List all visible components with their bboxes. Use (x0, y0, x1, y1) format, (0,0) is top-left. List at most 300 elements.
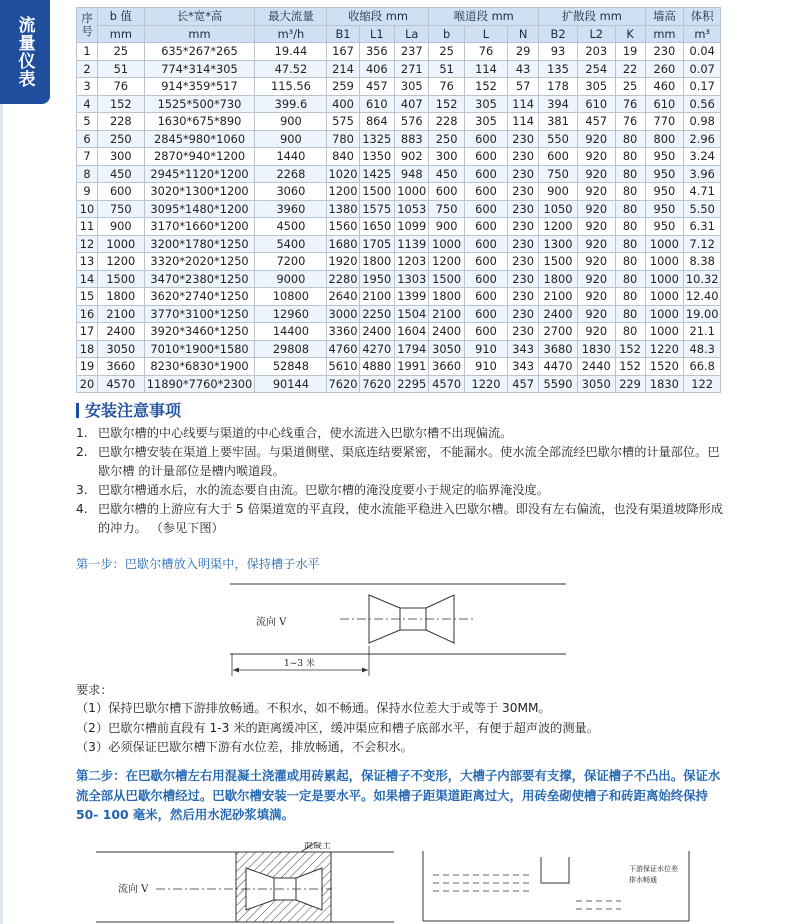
table-cell: 10800 (255, 288, 327, 306)
table-cell: 840 (327, 148, 359, 166)
table-cell: 11 (77, 218, 98, 236)
table-cell: 1203 (395, 253, 429, 271)
table-cell: 2870*940*1200 (144, 148, 255, 166)
table-cell: 910 (464, 358, 507, 376)
table-row (77, 200, 721, 218)
table-row (77, 235, 721, 253)
table-cell: 4 (77, 95, 98, 113)
table-cell: 1220 (464, 375, 507, 393)
table-cell: 2100 (429, 305, 464, 323)
table-cell: 1000 (645, 270, 684, 288)
table-cell: 635*267*265 (144, 43, 255, 61)
table-cell: 2845*980*1060 (144, 130, 255, 148)
subheader-l1: L1 (359, 25, 394, 43)
table-cell: 0.56 (684, 95, 721, 113)
table-cell: 1800 (539, 270, 578, 288)
step2-concrete-diagram (96, 842, 396, 924)
table-cell: 400 (327, 95, 359, 113)
table-cell: 1000 (645, 288, 684, 306)
table-cell: 1325 (359, 130, 394, 148)
table-cell: 3 (77, 78, 98, 96)
table-cell: 237 (395, 43, 429, 61)
table-row (77, 148, 721, 166)
table-cell: 1300 (539, 235, 578, 253)
table-cell: 1200 (328, 184, 358, 199)
requirements-title: 要求： (76, 683, 113, 697)
table-cell: 9000 (255, 270, 327, 288)
table-cell: 250 (98, 130, 145, 148)
install-note: 2. 巴歇尔槽安装在渠道上要牢固。与渠道侧壁、渠底连结要紧密，不能漏水。使水流全部流经巴歇尔槽的计量部位。巴歇尔槽 的计量部位是槽内喉道段。 (76, 445, 720, 478)
table-cell: 10 (77, 200, 98, 218)
table-cell: 1500 (359, 183, 394, 201)
table-cell: 80 (615, 270, 645, 288)
table-cell: 114 (508, 95, 539, 113)
table-cell: 0.07 (684, 60, 721, 78)
table-cell: 3020*1300*1200 (144, 183, 255, 201)
table-row (77, 218, 721, 236)
table-cell: 203 (577, 43, 615, 61)
table-cell: 950 (645, 148, 684, 166)
table-cell: 135 (539, 60, 578, 78)
table-row (77, 43, 721, 61)
table-cell: 229 (615, 375, 645, 393)
table-cell: 122 (684, 375, 721, 393)
table-cell: 230 (508, 305, 539, 323)
table-cell: 5610 (328, 359, 358, 374)
table-cell: 2400 (539, 305, 578, 323)
table-cell: 21.1 (684, 323, 721, 341)
table-cell: 920 (577, 200, 615, 218)
table-cell: 230 (645, 43, 684, 61)
table-cell: 914*359*517 (144, 78, 255, 96)
table-cell: 1520 (645, 358, 684, 376)
table-cell: 1650 (359, 218, 394, 236)
table-cell: 0.98 (684, 113, 721, 131)
table-cell: 230 (508, 200, 539, 218)
table-cell: 1440 (255, 148, 327, 166)
table-cell: 271 (395, 60, 429, 78)
table-cell: 80 (615, 183, 645, 201)
table-cell: 920 (577, 305, 615, 323)
table-cell: 3200*1780*1250 (144, 235, 255, 253)
subheader-n: N (508, 25, 539, 43)
table-cell: 305 (464, 95, 507, 113)
table-cell: 152 (464, 78, 507, 96)
table-cell: 1053 (395, 200, 429, 218)
table-cell: 1399 (395, 288, 429, 306)
table-cell: 230 (508, 270, 539, 288)
table-cell: 381 (539, 113, 578, 131)
table-cell: 2700 (539, 323, 578, 341)
table-cell: 4880 (359, 358, 394, 376)
table-row (77, 183, 721, 201)
step1-flow-label: 流向 V (256, 617, 287, 628)
table-cell: 2250 (359, 305, 394, 323)
table-cell: 12 (77, 235, 98, 253)
table-cell: 1575 (359, 200, 394, 218)
table-cell: 19 (77, 358, 98, 376)
table-cell: 1000 (645, 323, 684, 341)
table-cell: 3660 (98, 358, 145, 376)
subheader-b: b (429, 25, 464, 43)
header-flow: 最大流量 (255, 8, 327, 26)
table-cell: 600 (464, 165, 507, 183)
table-cell: 1504 (395, 305, 429, 323)
table-cell: 66.8 (684, 358, 721, 376)
title-accent-bar (76, 403, 79, 418)
table-cell: 7620 (328, 376, 358, 391)
table-cell: 750 (539, 165, 578, 183)
table-cell: 47.52 (255, 60, 327, 78)
table-cell: 750 (98, 200, 145, 218)
header-dims: 长*宽*高 (144, 8, 255, 26)
install-note: 3. 巴歇尔槽通水后，水的流态要自由流。巴歇尔槽的淹没度要小于规定的临界淹没度。 (76, 483, 549, 497)
table-cell: 900 (255, 113, 327, 131)
table-cell: 1380 (328, 201, 358, 216)
table-cell: 19.44 (255, 43, 327, 61)
table-cell: 76 (429, 78, 464, 96)
table-cell: 610 (577, 95, 615, 113)
table-cell: 4.71 (684, 183, 721, 201)
subheader-k: K (615, 25, 645, 43)
table-cell: 9 (77, 183, 98, 201)
table-cell: 900 (98, 218, 145, 236)
table-cell: 259 (327, 78, 359, 96)
header-throat: 喉道段 mm (429, 8, 539, 26)
table-cell: 460 (645, 78, 684, 96)
table-cell: 3050 (577, 375, 615, 393)
table-cell: 450 (429, 165, 464, 183)
table-cell: 600 (464, 253, 507, 271)
table-cell: 1950 (359, 270, 394, 288)
table-cell: 920 (577, 165, 615, 183)
table-cell: 80 (615, 288, 645, 306)
table-cell: 230 (508, 323, 539, 341)
table-cell: 3660 (429, 358, 464, 376)
table-cell: 228 (429, 113, 464, 131)
downstream-label-1: 下游保证水位差 (629, 865, 678, 873)
header-diverging: 扩散段 mm (539, 8, 645, 26)
table-cell: 14 (77, 270, 98, 288)
table-cell: 900 (255, 130, 327, 148)
requirement-item: （3）必须保证巴歇尔槽下游有水位差，排放畅通，不会积水。 (76, 740, 413, 754)
table-cell: 1303 (395, 270, 429, 288)
downstream-label-2: 排水畅通 (629, 876, 657, 884)
subheader-b1: B1 (327, 25, 359, 43)
table-cell: 1000 (429, 235, 464, 253)
table-cell: 25 (98, 43, 145, 61)
table-cell: 15 (77, 288, 98, 306)
subheader-l: L (464, 25, 507, 43)
table-cell: 228 (98, 113, 145, 131)
table-cell: 2400 (98, 323, 145, 341)
table-row (77, 253, 721, 271)
table-cell: 2440 (577, 358, 615, 376)
table-cell: 1000 (645, 305, 684, 323)
table-cell: 576 (395, 113, 429, 131)
spec-table-body (77, 43, 721, 393)
table-cell: 114 (464, 60, 507, 78)
table-cell: 457 (359, 78, 394, 96)
table-cell: 3680 (539, 340, 578, 358)
table-cell: 950 (645, 218, 684, 236)
table-cell: 80 (615, 323, 645, 341)
table-cell: 1425 (359, 165, 394, 183)
table-header-row (77, 8, 721, 26)
table-cell: 920 (577, 253, 615, 271)
table-cell: 152 (615, 340, 645, 358)
table-cell: 399.6 (255, 95, 327, 113)
table-cell: 7010*1900*1580 (144, 340, 255, 358)
table-cell: 1020 (328, 166, 358, 181)
table-cell: 5 (77, 113, 98, 131)
table-cell: 600 (464, 183, 507, 201)
table-cell: 2400 (429, 323, 464, 341)
table-cell: 575 (327, 113, 359, 131)
table-cell: 76 (98, 78, 145, 96)
table-cell: 3170*1660*1200 (144, 218, 255, 236)
table-cell: 600 (464, 323, 507, 341)
table-cell: 17 (77, 323, 98, 341)
table-cell: 1220 (645, 340, 684, 358)
table-cell: 80 (615, 165, 645, 183)
table-cell: 18 (77, 340, 98, 358)
table-cell: 2400 (359, 323, 394, 341)
table-cell: 450 (98, 165, 145, 183)
side-category-tab (0, 0, 50, 104)
table-row (77, 323, 721, 341)
table-cell: 1500 (98, 270, 145, 288)
table-cell: 2 (77, 60, 98, 78)
left-edge-decoration (0, 104, 3, 924)
table-cell: 600 (539, 148, 578, 166)
table-row (77, 78, 721, 96)
install-notes (76, 424, 724, 538)
table-cell: 1200 (429, 253, 464, 271)
table-cell: 8.38 (684, 253, 721, 271)
table-cell: 3960 (255, 200, 327, 218)
table-cell: 76 (615, 95, 645, 113)
header-b: b 值 (98, 8, 145, 26)
table-cell: 5590 (539, 375, 578, 393)
requirement-item: （2）巴歇尔槽前直段有 1-3 米的距离缓冲区，缓冲渠应和槽子底部水平，有便于超声波的测量。 (76, 720, 599, 735)
table-cell: 80 (615, 200, 645, 218)
table-cell: 80 (615, 218, 645, 236)
header-volume: 体积 (684, 8, 721, 26)
install-section-title (76, 398, 181, 421)
table-cell: 3.96 (684, 165, 721, 183)
table-cell: 1705 (359, 235, 394, 253)
table-cell: 1350 (359, 148, 394, 166)
table-cell: 4470 (539, 358, 578, 376)
table-cell: 29 (508, 43, 539, 61)
table-cell: 1830 (577, 340, 615, 358)
subheader-la: La (395, 25, 429, 43)
table-cell: 1500 (429, 270, 464, 288)
table-cell: 230 (508, 148, 539, 166)
table-cell: 910 (464, 340, 507, 358)
table-cell: 76 (615, 113, 645, 131)
table-cell: 52848 (255, 358, 327, 376)
header-converging: 收缩段 mm (327, 8, 429, 26)
header-wall: 墙高 (645, 8, 684, 26)
table-cell: 1800 (98, 288, 145, 306)
table-cell: 230 (508, 235, 539, 253)
table-cell: 2640 (328, 289, 358, 304)
table-cell: 300 (429, 148, 464, 166)
table-cell: 25 (615, 78, 645, 96)
table-cell: 2.96 (684, 130, 721, 148)
table-cell: 3620*2740*1250 (144, 288, 255, 306)
subheader-l2: L2 (577, 25, 615, 43)
table-cell: 76 (464, 43, 507, 61)
table-cell: 2295 (395, 375, 429, 393)
table-cell: 950 (645, 200, 684, 218)
table-cell: 13 (77, 253, 98, 271)
table-cell: 4760 (328, 341, 358, 356)
table-cell: 16 (77, 305, 98, 323)
table-cell: 920 (577, 130, 615, 148)
table-cell: 2100 (539, 288, 578, 306)
header-dims-unit: mm (144, 25, 255, 43)
table-cell: 114 (508, 113, 539, 131)
table-cell: 406 (359, 60, 394, 78)
table-cell: 250 (429, 130, 464, 148)
table-cell: 5400 (255, 235, 327, 253)
table-cell: 1991 (395, 358, 429, 376)
table-cell: 600 (464, 270, 507, 288)
table-cell: 3000 (328, 306, 358, 321)
table-cell: 1139 (395, 235, 429, 253)
table-cell: 12.40 (684, 288, 721, 306)
table-cell: 600 (464, 130, 507, 148)
table-cell: 600 (464, 148, 507, 166)
table-row (77, 358, 721, 376)
table-cell: 43 (508, 60, 539, 78)
table-row (77, 60, 721, 78)
table-cell: 11890*7760*2300 (144, 375, 255, 393)
table-cell: 230 (508, 218, 539, 236)
table-cell: 5.50 (684, 200, 721, 218)
table-cell: 3470*2380*1250 (144, 270, 255, 288)
table-cell: 167 (327, 43, 359, 61)
table-cell: 864 (359, 113, 394, 131)
table-cell: 2100 (98, 305, 145, 323)
concrete-label: 混凝土 (304, 842, 332, 851)
table-cell: 7.12 (684, 235, 721, 253)
table-cell: 920 (577, 270, 615, 288)
table-cell: 1000 (645, 235, 684, 253)
spec-table (76, 7, 721, 393)
table-row (77, 113, 721, 131)
table-cell: 920 (577, 235, 615, 253)
table-cell: 80 (615, 148, 645, 166)
table-cell: 3060 (255, 183, 327, 201)
table-cell: 3050 (98, 340, 145, 358)
table-cell: 6.31 (684, 218, 721, 236)
table-cell: 3920*3460*1250 (144, 323, 255, 341)
table-cell: 260 (645, 60, 684, 78)
install-note: 4. 巴歇尔槽的上游应有大于 5 倍渠道宽的平直段，使水流能平稳进入巴歇尔槽。即没有左右偏流，也没有渠道坡降形成的冲力。 （参见下图） (76, 502, 723, 535)
table-cell: 214 (327, 60, 359, 78)
table-cell: 407 (395, 95, 429, 113)
table-row (77, 165, 721, 183)
table-cell: 230 (508, 130, 539, 148)
step2-flow-label: 流向 V (118, 884, 149, 895)
install-note: 1. 巴歇尔槽的中心线要与渠道的中心线重合，使水流进入巴歇尔槽不出现偏流。 (76, 426, 513, 440)
header-b-unit: mm (98, 25, 145, 43)
table-row (77, 305, 721, 323)
table-cell: 457 (577, 113, 615, 131)
requirements-list (76, 699, 726, 758)
table-cell: 22 (615, 60, 645, 78)
table-cell: 883 (395, 130, 429, 148)
table-cell: 300 (98, 148, 145, 166)
table-cell: 305 (464, 113, 507, 131)
table-cell: 457 (508, 375, 539, 393)
table-cell: 1000 (98, 235, 145, 253)
table-cell: 900 (429, 218, 464, 236)
table-cell: 254 (577, 60, 615, 78)
table-cell: 7620 (359, 375, 394, 393)
table-cell: 152 (429, 95, 464, 113)
table-cell: 8230*6830*1900 (144, 358, 255, 376)
table-cell: 1920 (328, 254, 358, 269)
install-title-text: 安装注意事项 (85, 401, 182, 420)
table-cell: 230 (508, 253, 539, 271)
table-cell: 394 (539, 95, 578, 113)
table-cell: 770 (645, 113, 684, 131)
table-row (77, 130, 721, 148)
table-cell: 1000 (395, 183, 429, 201)
table-cell: 305 (395, 78, 429, 96)
table-cell: 0.04 (684, 43, 721, 61)
step1-title: 第一步：巴歇尔槽放入明渠中，保持槽子水平 (76, 557, 320, 571)
table-cell: 343 (508, 358, 539, 376)
table-cell: 4500 (255, 218, 327, 236)
table-cell: 900 (539, 183, 578, 201)
step2-text: 第二步：在巴歇尔槽左右用混凝土浇灌或用砖累起，保证槽子不变形，大槽子内部要有支撑，保证槽子不凸出。保证水流全部从巴歇尔槽经过。巴歇尔槽安装一定是要水平。如果槽子距渠道距离过大，用砖垒砌使槽子和砖距离始终保持 50- 100 毫米，然后用水泥砂浆填满。 (76, 768, 721, 822)
step1-channel-diagram (230, 578, 570, 678)
table-cell: 3360 (328, 324, 358, 339)
table-cell: 343 (508, 340, 539, 358)
table-cell: 1200 (539, 218, 578, 236)
table-cell: 1794 (395, 340, 429, 358)
table-cell: 20 (77, 375, 98, 393)
table-cell: 1099 (395, 218, 429, 236)
table-cell: 305 (577, 78, 615, 96)
table-cell: 1 (77, 43, 98, 61)
table-cell: 1830 (645, 375, 684, 393)
table-cell: 4570 (429, 375, 464, 393)
table-cell: 600 (464, 288, 507, 306)
table-cell: 4270 (359, 340, 394, 358)
table-cell: 2945*1120*1200 (144, 165, 255, 183)
table-cell: 1800 (429, 288, 464, 306)
table-cell: 230 (508, 165, 539, 183)
table-cell: 14400 (255, 323, 327, 341)
table-cell: 3.24 (684, 148, 721, 166)
table-cell: 7 (77, 148, 98, 166)
table-cell: 152 (98, 95, 145, 113)
table-cell: 1604 (395, 323, 429, 341)
table-cell: 610 (359, 95, 394, 113)
table-cell: 10.32 (684, 270, 721, 288)
header-flow-unit: m³/h (255, 25, 327, 43)
table-cell: 920 (577, 288, 615, 306)
table-cell: 80 (615, 305, 645, 323)
table-cell: 93 (539, 43, 578, 61)
